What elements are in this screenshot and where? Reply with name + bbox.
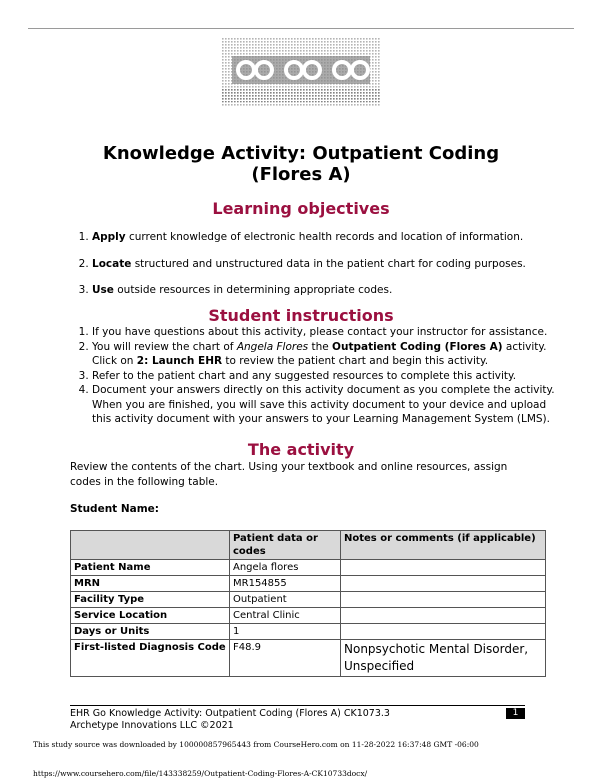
table-row: [71, 624, 546, 640]
title-line-1: Knowledge Activity: Outpatient Coding: [102, 143, 500, 164]
title-line-2: (Flores A): [251, 164, 351, 185]
activity-intro: Review the contents of the chart. Using your textbook and online resources, assign codes in the following table.: [70, 461, 508, 488]
table-row: [71, 560, 546, 576]
objective-item: [92, 283, 562, 298]
student-name-label: Student Name:: [70, 503, 159, 515]
patient-name-ref: Angela Flores: [236, 340, 309, 353]
row-note[interactable]: [341, 560, 546, 576]
header-cell: [71, 531, 230, 560]
instruction-text: activity. Click on: [92, 340, 547, 367]
row-label: Patient Name: [71, 560, 230, 576]
instruction-item: 3. Refer to the patient chart and any suggested resources to complete this activity.: [92, 369, 562, 384]
row-note[interactable]: [341, 608, 546, 624]
row-label: Days or Units: [71, 624, 230, 640]
instruction-item: 4. Document your answers directly on this activity document as you complete the activity. When you are finished, you will save this activity document to your device and upload this activity document with your answers to your Learning Management System (LMS).: [92, 383, 562, 427]
header-cell: Notes or comments (if applicable): [341, 531, 546, 560]
objective-verb: Locate: [92, 257, 132, 270]
instruction-item: 1. If you have questions about this activity, please contact your instructor for assistance.: [92, 325, 562, 340]
footer: [70, 708, 470, 732]
top-divider: [28, 28, 574, 29]
row-note[interactable]: [341, 592, 546, 608]
objective-text: structured and unstructured data in the patient chart for coding purposes.: [131, 257, 526, 270]
instruction-text: the: [308, 340, 333, 353]
header-cell: Patient data or codes: [230, 531, 341, 560]
objective-text: current knowledge of electronic health records and location of information.: [125, 231, 524, 243]
document-title: [60, 143, 542, 185]
footer-divider: [70, 705, 525, 706]
row-note[interactable]: Nonpsychotic Mental Disorder, Unspecified: [341, 640, 546, 677]
coding-table: [70, 530, 546, 677]
row-label: MRN: [71, 576, 230, 592]
objective-verb: Use: [92, 284, 114, 296]
source-notice: This study source was downloaded by 100000857965443 from CourseHero.com on 11-28-2022 16:37:48 GMT -06:00: [33, 740, 479, 749]
table-row: [71, 608, 546, 624]
footer-line-2: Archetype Innovations LLC ©2021: [70, 720, 234, 731]
objective-text: outside resources in determining appropriate codes.: [113, 284, 393, 296]
instruction-text: You will review the chart of: [92, 340, 237, 353]
table-row: [71, 576, 546, 592]
row-value[interactable]: 1: [230, 624, 341, 640]
row-label: Facility Type: [71, 592, 230, 608]
page-number: 1: [506, 708, 525, 719]
activity-name-ref: Outpatient Coding (Flores A): [332, 340, 503, 353]
instruction-text: to review the patient chart and begin this activity.: [222, 355, 489, 367]
footer-line-1: EHR Go Knowledge Activity: Outpatient Coding (Flores A) CK1073.3: [70, 708, 390, 719]
watermark-logo: [222, 38, 380, 106]
row-note[interactable]: [341, 576, 546, 592]
table-row: [71, 592, 546, 608]
row-label: First-listed Diagnosis Code: [71, 640, 230, 677]
table-header-row: [71, 531, 546, 560]
learning-objectives-heading: Learning objectives: [212, 199, 390, 218]
row-value[interactable]: F48.9: [230, 640, 341, 677]
source-url[interactable]: https://www.coursehero.com/file/143338259/Outpatient-Coding-Flores-A-CK10733docx/: [33, 769, 368, 778]
table-row: [71, 640, 546, 677]
row-label: Service Location: [71, 608, 230, 624]
launch-ehr-ref: 2: Launch EHR: [136, 355, 223, 367]
the-activity-heading: The activity: [247, 440, 355, 459]
student-instructions-heading: Student instructions: [208, 306, 394, 325]
row-value[interactable]: Angela flores: [230, 560, 341, 576]
objective-item: [92, 257, 562, 272]
instructions-list: [70, 325, 562, 427]
objective-item: [92, 230, 562, 245]
row-note[interactable]: [341, 624, 546, 640]
objective-verb: Apply: [92, 231, 126, 243]
row-value[interactable]: Central Clinic: [230, 608, 341, 624]
instruction-item: [92, 340, 562, 369]
objectives-list: [70, 230, 562, 310]
row-value[interactable]: MR154855: [230, 576, 341, 592]
row-value[interactable]: Outpatient: [230, 592, 341, 608]
